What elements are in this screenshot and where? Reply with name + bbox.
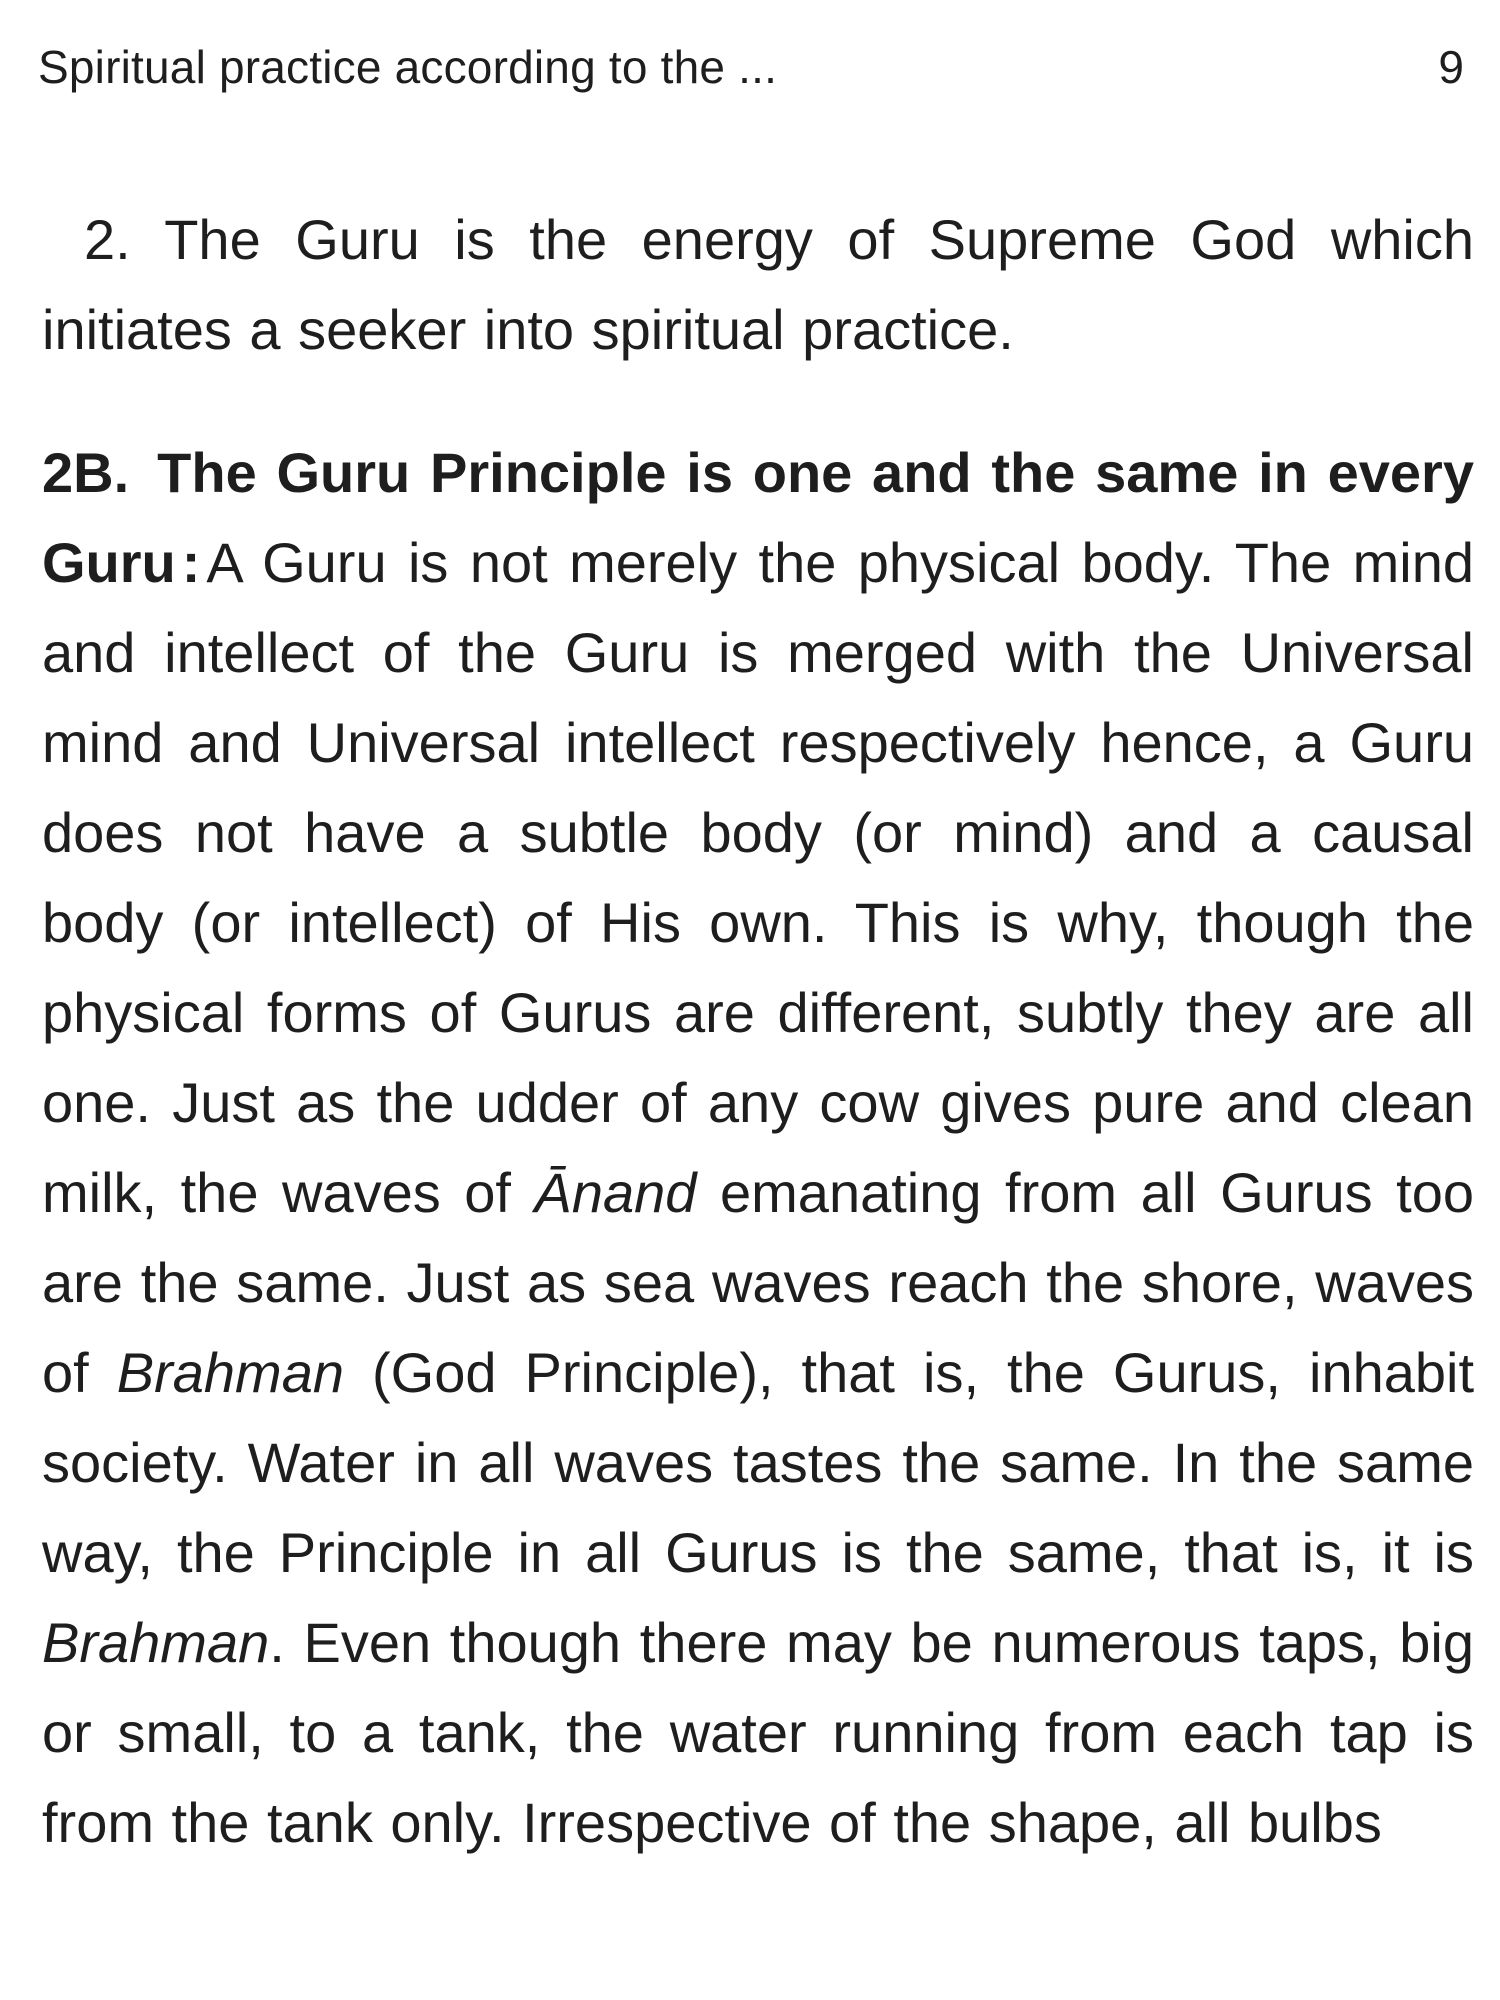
body-text: (God Principle), that is, the Gurus, inhabit society. Water in all waves tastes the same. In the same way, the Principle in all Gurus is the same, that is, it is [42,1341,1475,1584]
body-text: . Even though there may be numerous taps, big or small, to a tank, the water running from each tap is from the tank only. Irrespective of the shape, all bulbs [42,1611,1474,1854]
term-brahman: Brahman [116,1341,344,1404]
paragraph-guru-energy: 2. The Guru is the energy of Supreme God which initiates a seeker into spiritual practice. [42,208,1474,361]
heading-colon: : [181,531,201,594]
page-number: 9 [1438,41,1464,93]
section-heading: The Guru Principle is one and the same in every Guru [42,441,1474,594]
section-number: 2B. [42,441,130,504]
section-2b-paragraph [42,428,1474,1868]
term-brahman: Brahman [42,1611,270,1674]
body-text: emanating from all Gurus too are the same. Just as sea waves reach the shore, waves of [42,1161,1475,1404]
body-text: A Guru is not merely the physical body. The mind and intellect of the Guru is merged with the Universal mind and Universal intellect respectively hence, a Guru does not have a subtle body (or mind) and a causal body (or intellect) of His own. This is why, though the physical forms of Gurus are different, subtly they are all one. Just as the udder of any cow gives pure and clean milk, the waves of [42,531,1474,1224]
running-head: Spiritual practice according to the ... [38,41,778,93]
term-anand: Ānand [534,1161,697,1224]
